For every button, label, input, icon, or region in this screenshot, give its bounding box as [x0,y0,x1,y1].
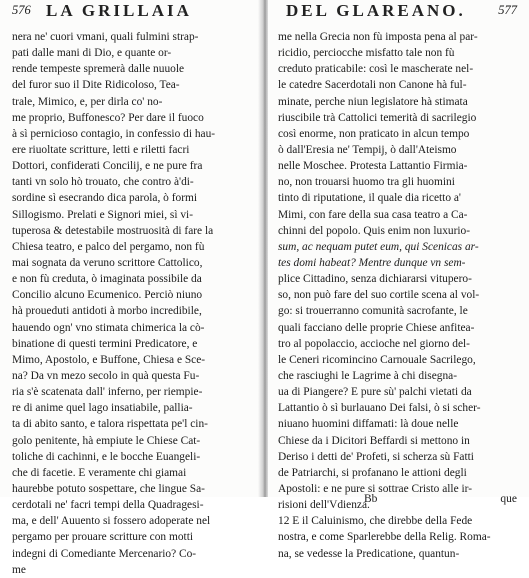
left-running-head: LA GRILLAIA [46,1,192,20]
text-line: ma, e dell' Auuento si fossero adoperate nel [12,515,211,528]
text-line: na? Da vn mezo secolo in quà questa Fu- [12,369,200,382]
right-running-head: DEL GLAREANO. [286,1,466,20]
text-line: na, se vedesse la Predicatione, quantun- [278,547,460,560]
text-line: ricidio, perciocche misfatto tale non fù [278,47,455,60]
text-line: golo penitente, hà empiute le Chiese Cat- [12,434,201,447]
text-line: pergamo per prouare scritture con motti [12,531,194,544]
text-line: tinto di riputatione, il quale dia ricetto a' [278,192,461,205]
text-line: Mimi, con fare della sua casa teatro a Ca- [278,208,468,221]
text-line: à sì pernicioso contagio, in confessio di hau- [12,127,216,140]
text-line: riuscibile trà Cattolici temerità di sacrilegio [278,111,477,124]
text-line: hà proueduti antidoti à morbo incredibile, [12,305,202,318]
text-line: trale, Mimico, e, per dirla co' no- [12,95,163,108]
text-line: Apostoli: e ne pure si sottrae Cristo alle ir- [278,482,473,495]
text-line: nostra, e come Sparlerebbe della Relig. Roma- [278,531,491,544]
text-line: tro al popolaccio, accioche nel giorno del- [278,337,470,350]
right-page-text [278,29,519,562]
text-line: ua di Piangere? E pure sù' palchi vietati da [278,386,472,399]
text-line: me proprio, Buffonesco? Per dare il fuoco [12,111,204,124]
text-line: sum, ac nequam putet eum, qui Scenicas ar- [278,240,479,253]
text-line: Chiese da i Dicitori Beffardi si mettono in [278,434,470,447]
left-page-number: 576 [12,3,31,17]
text-line: hauendo ogn' vno stimata chimerica la cò- [12,321,205,334]
text-line: re di anime quel lago insatiabile, pallia- [12,402,193,415]
text-line: Dottori, confiderati Concilij, e ne pure fra [12,160,203,173]
text-line: binatione di questi termini Predicatore, e [12,337,198,350]
text-line: e non fù creduta, ò imaginata possibile da [12,273,202,286]
left-page-text [12,29,256,578]
text-line: le Ceneri ricomincino Carnouale Sacrilego, [278,353,476,366]
right-page [268,0,529,560]
text-line: Mimo, Apostolo, e Buffone, Chiesa e Sce- [12,353,206,366]
text-line: Sillogismo. Prelati e Signori miei, sì vi- [12,208,193,221]
left-page-header [12,3,256,25]
text-line: me [12,563,26,576]
text-line: haurebbe potuto sospettare, che lingue Sa- [12,482,205,495]
text-line: ere riuoltate scritture, letti e riletti facri [12,143,190,156]
text-line: me nella Grecia non fù imposta pena al par- [278,31,478,43]
text-line: minate, perche niun legislatore hà stimata [278,95,468,108]
text-line: creduto praticabile: così le mascherate nel- [278,63,474,76]
text-line: sordine sì esecrando dica parola, ò formi [12,192,198,205]
text-line: del furor suo il Dite Ridicoloso, Tea- [12,79,180,92]
signature-mark: Bb [364,493,378,505]
text-line: de Patriarchi, si profanano le attioni degli [278,466,467,479]
text-line: rende tempeste spremerà dalle nuuole [12,63,185,76]
text-line: Deriso i detti de' Profeti, si scherza sù Fatti [278,450,474,463]
text-line: quali facciano delle proprie Chiese anfitea- [278,321,475,334]
text-line: tanti vn solo hò trouato, che contro à'di- [12,176,194,189]
text-line: pati dalle mani di Dio, e quante or- [12,47,172,60]
text-line: che rasciughi le Lagrime à chi disegna- [278,369,458,382]
text-line: chinni del popolo. Quis enim non luxurio- [278,224,471,237]
text-line: risioni dell'Vdienza. [278,499,370,512]
text-line: ria s'è scatenata dall' inferno, per riempie- [12,386,203,399]
text-line: nera ne' cuori vmani, quali fulmini strap- [12,31,199,43]
text-line: tuperosa & detestabile mostruosità di fare la [12,224,214,237]
left-page [0,0,262,576]
text-line: ta di abito santo, e talora rispettata pe'l cin- [12,418,208,431]
text-line: plice Cittadino, senza dichiararsi vitupero- [278,273,472,286]
catchword: que [500,493,517,505]
text-line: Concilio alcuno Ecumenico. Perciò niuno [12,289,203,302]
text-line: nelle Moschee. Protesta Lattantio Firmia- [278,160,468,173]
text-line: le catedre Sacerdotali non Canone hà ful- [278,79,467,92]
text-line: così enorme, non praticato in alcun tempo [278,127,470,140]
text-line: go: si trouerranno comunità sacrofante, le [278,305,468,318]
text-line: Lattantio ò sì burlauano Dei falsi, ò si scher- [278,402,481,415]
text-line: 12 E il Caluinismo, che direbbe della Fede [278,515,473,528]
text-line: toliche di cachinni, e le bocche Euangeli- [12,450,201,463]
text-line: no, non trouarsi huomo tra gli huomini [278,176,455,189]
text-line: so, non può fare del suo cortile scena al vol- [278,289,480,302]
text-line: indegni di Comediante Mercenario? Co- [12,547,197,560]
right-page-header [278,3,519,25]
text-line: che di facetie. E veramente chi giamai [12,466,187,479]
right-page-number: 577 [498,3,517,17]
text-line: cerdotali ne' facri tempi della Quadragesi- [12,499,204,512]
text-line: tes domi habeat? Mentre dunque vn sem- [278,256,466,269]
text-line: niuano huomini diffamati: là doue nelle [278,418,459,431]
text-line: ò dall'Eresia ne' Tempij, ò dall'Ateismo [278,143,457,156]
text-line: mai sognata da veruno scrittore Cattolico, [12,256,203,269]
text-line: Chiesa teatro, e palco del pergamo, non fù [12,240,205,253]
